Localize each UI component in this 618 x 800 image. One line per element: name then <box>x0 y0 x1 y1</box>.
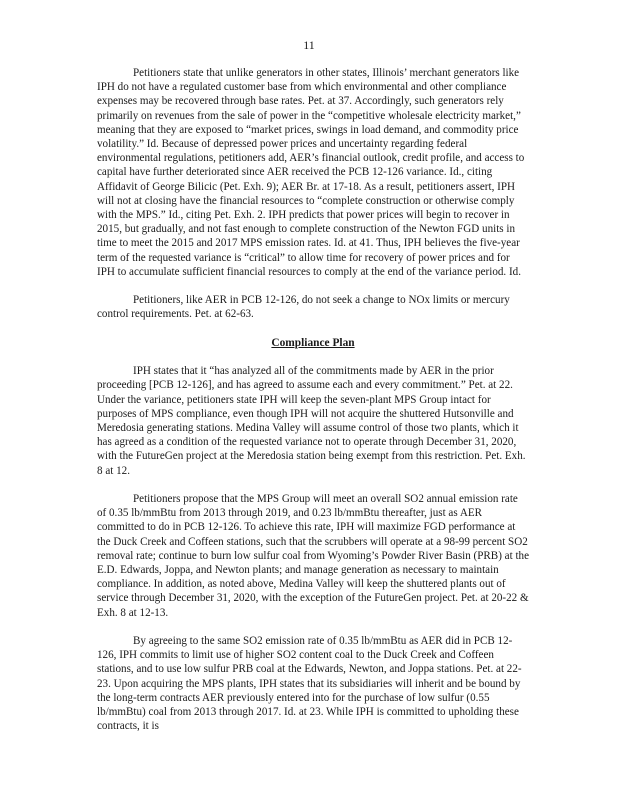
section-heading: Compliance Plan <box>271 336 355 349</box>
paragraph-coal-contracts: By agreeing to the same SO2 emission rate of 0.35 lb/mmBtu as AER did in PCB 12-126, IPH commits to limit use of higher SO2 content coal to the Duck Creek and Coffeen stations, and to use low sulfur PRB coal at the Edwards, Newton, and Joppa stations. Pet. at 22-23. Upon acquiring the MPS plants, IPH states that its subsidiaries will inherit and be bound by the long-term contracts AER previously entered into for the purchase of low sulfur (0.55 lb/mmBtu) coal from 2013 through 2017. Id. at 23. While IPH is committed to upholding these contracts, it is <box>97 635 522 733</box>
document-body <box>97 66 529 748</box>
page-number: 11 <box>303 38 315 52</box>
paragraph-commitments: IPH states that it “has analyzed all of the commitments made by AER in the prior proceeding [PCB 12-126], and has agreed to assume each and every commitment.” Pet. at 22. Under the variance, petitioners state IPH will keep the seven-plant MPS Group intact for purposes of MPS compliance, even though IPH will not acquire the shuttered Hutsonville and Meredosia generating stations. Medina Valley will assume control of those two plants, which it has agreed as a condition of the requested variance not to operate through December 31, 2020, with the FutureGen project at the Meredosia station being exempt from this restriction. Pet. Exh. 8 at 12. <box>97 365 526 477</box>
paragraph-financial-condition: Petitioners state that unlike generators in other states, Illinois’ merchant generators like IPH do not have a regulated customer base from which environmental and other compliance expenses may be recovered through base rates. Pet. at 37. Accordingly, such generators rely primarily on revenues from the sale of power in the “competitive wholesale electricity market,” meaning that they are exposed to “market prices, swings in load demand, and commodity price volatility.” Id. Because of depressed power prices and uncertainty regarding federal environmental regulations, petitioners add, AER’s financial outlook, credit profile, and access to capital have further deteriorated since AER received the PCB 12-126 variance. Id., citing Affidavit of George Bilicic (Pet. Exh. 9); AER Br. at 17-18. As a result, petitioners assert, IPH will not at closing have the financial resources to “complete construction or otherwise comply with the MPS.” Id., citing Pet. Exh. 2. IPH predicts that power prices will begin to recover in 2015, but gradually, and not fast enough to complete construction of the Newton FGD units in time to meet the 2015 and 2017 MPS emission rates. Id. at 41. Thus, IPH believes the five-year term of the requested variance is “critical” to allow time for recovery of power prices and for IPH to accumulate sufficient financial resources to comply at the end of the variance period. Id. <box>97 67 525 278</box>
paragraph-nox-mercury: Petitioners, like AER in PCB 12-126, do not seek a change to NOx limits or mercury control requirements. Pet. at 62-63. <box>97 294 510 321</box>
paragraph-so2-rate: Petitioners propose that the MPS Group will meet an overall SO2 annual emission rate of 0.35 lb/mmBtu from 2013 through 2019, and 0.23 lb/mmBtu thereafter, just as AER committed to do in PCB 12-126. To achieve this rate, IPH will maximize FGD performance at the Duck Creek and Coffeen stations, such that the scrubbers will operate at a 98-99 percent SO2 removal rate; continue to burn low sulfur coal from Wyoming’s Powder River Basin (PRB) at the E.D. Edwards, Joppa, and Newton plants; and manage generation as necessary to maintain compliance. In addition, as noted above, Medina Valley will keep the shuttered plants out of service through December 31, 2020, with the exception of the FutureGen project. Pet. at 20-22 & Exh. 8 at 12-13. <box>97 493 530 619</box>
